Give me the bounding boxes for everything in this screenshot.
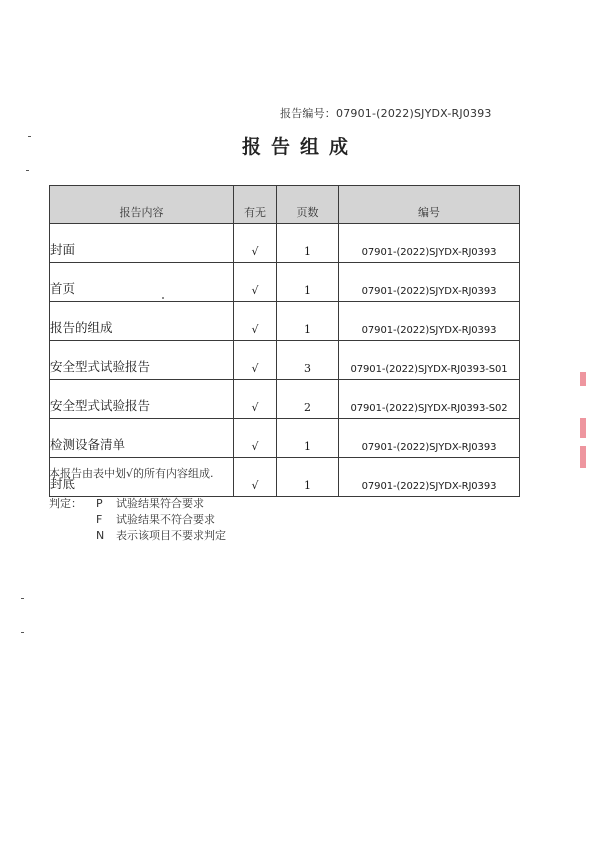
verdict-item	[96, 496, 296, 512]
row-check: √	[234, 458, 277, 497]
verdict-label: 判定：	[49, 497, 82, 510]
verdict-text: 试验结果符合要求	[116, 497, 204, 510]
row-code: 07901-(2022)SJYDX-RJ0393	[339, 458, 520, 497]
row-name: 检测设备清单	[50, 419, 234, 458]
verdict-code: N	[96, 529, 105, 542]
row-pages: 1	[277, 224, 339, 263]
row-check: √	[234, 302, 277, 341]
verdict-item	[96, 512, 296, 528]
row-name: 封面	[50, 224, 234, 263]
row-code: 07901-(2022)SJYDX-RJ0393	[339, 302, 520, 341]
verdict-code: P	[96, 497, 103, 510]
row-name: 报告的组成	[50, 302, 234, 341]
row-pages: 1	[277, 263, 339, 302]
verdict-items	[96, 496, 296, 544]
verdict-code: F	[96, 513, 103, 526]
table-row	[50, 380, 520, 419]
column-header-content: 报告内容	[50, 186, 234, 224]
row-check: √	[234, 419, 277, 458]
row-check: √	[234, 224, 277, 263]
row-name: 封底	[50, 458, 234, 497]
page-title: 报告组成	[241, 136, 358, 158]
row-check: √	[234, 341, 277, 380]
row-name: 安全型式试验报告	[50, 380, 234, 419]
table-header-row	[50, 186, 520, 224]
verdict-text: 表示该项目不要求判定	[116, 529, 226, 542]
table-row	[50, 419, 520, 458]
row-check: √	[234, 380, 277, 419]
verdict-text: 试验结果不符合要求	[116, 513, 215, 526]
table-row	[50, 263, 520, 302]
row-pages: 1	[277, 419, 339, 458]
row-code: 07901-(2022)SJYDX-RJ0393	[339, 263, 520, 302]
column-header-code: 编号	[339, 186, 520, 224]
row-code: 07901-(2022)SJYDX-RJ0393-S01	[339, 341, 520, 380]
scan-mark	[21, 598, 24, 599]
scan-mark	[28, 136, 31, 137]
scan-dot	[162, 297, 164, 299]
column-header-pages: 页数	[277, 186, 339, 224]
row-code: 07901-(2022)SJYDX-RJ0393	[339, 224, 520, 263]
composition-note: 本报告由表中划√的所有内容组成.	[49, 467, 214, 480]
table-row	[50, 302, 520, 341]
scan-mark	[21, 632, 24, 633]
binding-stamp-mark	[580, 446, 586, 468]
table-row	[50, 224, 520, 263]
binding-stamp-mark	[580, 418, 586, 438]
row-name: 首页	[50, 263, 234, 302]
row-code: 07901-(2022)SJYDX-RJ0393	[339, 419, 520, 458]
row-check: √	[234, 263, 277, 302]
report-number-value: 07901-(2022)SJYDX-RJ0393	[336, 107, 492, 120]
binding-stamp-mark	[580, 372, 586, 386]
row-pages: 2	[277, 380, 339, 419]
composition-table	[49, 185, 520, 497]
row-pages: 1	[277, 458, 339, 497]
row-name: 安全型式试验报告	[50, 341, 234, 380]
row-code: 07901-(2022)SJYDX-RJ0393-S02	[339, 380, 520, 419]
scan-mark	[26, 170, 29, 171]
row-pages: 1	[277, 302, 339, 341]
column-header-has: 有无	[234, 186, 277, 224]
row-pages: 3	[277, 341, 339, 380]
report-number-label: 报告编号：	[280, 107, 336, 120]
verdict-item	[96, 528, 296, 544]
table-row	[50, 341, 520, 380]
report-number	[280, 105, 492, 121]
